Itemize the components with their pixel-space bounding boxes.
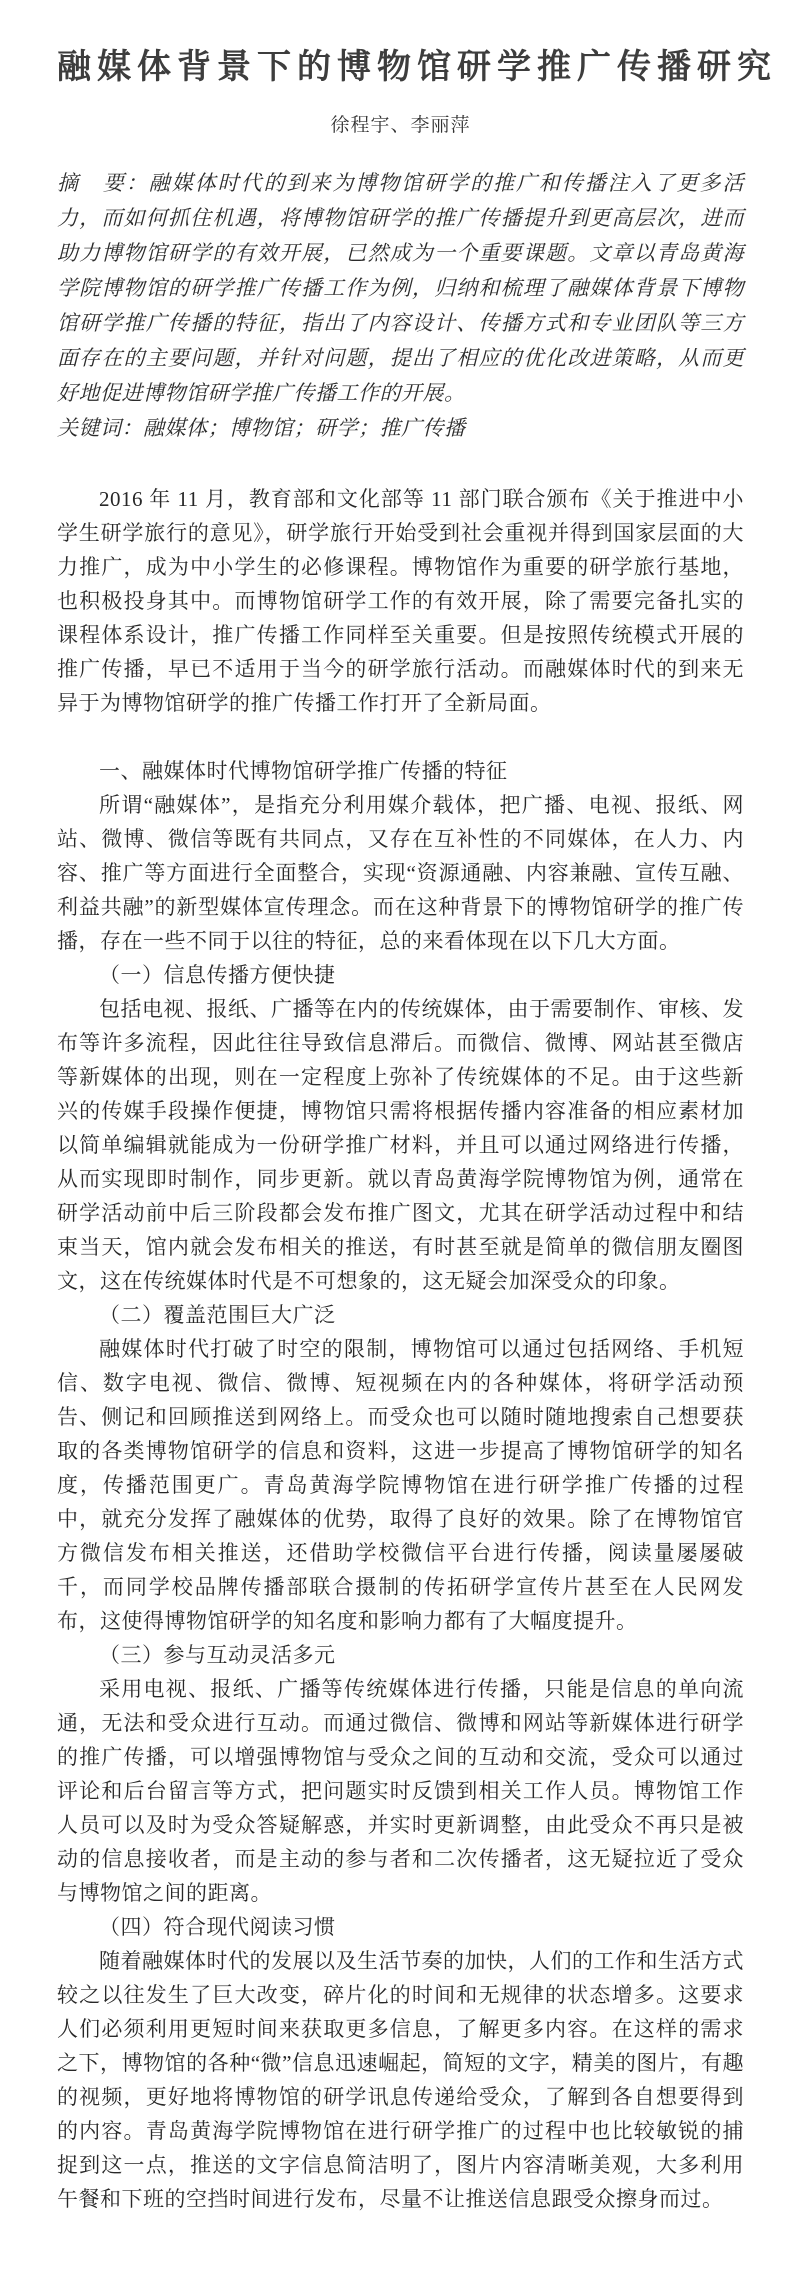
abstract-section	[57, 166, 744, 446]
body-paragraph-interaction: 采用电视、报纸、广播等传统媒体进行传播，只能是信息的单向流通，无法和受众进行互动。而通过微信、微博和网站等新媒体进行研学的推广传播，可以增强博物馆与受众之间的互动和交流，受众可以通过评论和后台留言等方式，把问题实时反馈到相关工作人员。博物馆工作人员可以及时为受众答疑解惑，并实时更新调整，由此受众不再只是被动的信息接收者，而是主动的参与者和二次传播者，这无疑拉近了受众与博物馆之间的距离。	[57, 1677, 744, 1905]
paper-authors: 徐程宇、李丽萍	[330, 115, 471, 136]
subsection-heading-2: （二）覆盖范围巨大广泛	[99, 1303, 336, 1327]
subsection-heading-4: （四）符合现代阅读习惯	[99, 1915, 336, 1939]
body-paragraph-intro: 2016 年 11 月，教育部和文化部等 11 部门联合颁布《关于推进中小学生研学旅行的意见》，研学旅行开始受到社会重视并得到国家层面的大力推广，成为中小学生的必修课程。博物馆作为重要的研学旅行基地，也积极投身其中。而博物馆研学工作的有效开展，除了需要完备扎实的课程体系设计，推广传播工作同样至关重要。但是按照传统模式开展的推广传播，早已不适用于当今的研学旅行活动。而融媒体时代的到来无异于为博物馆研学的推广传播工作打开了全新局面。	[57, 487, 744, 715]
paper-body	[57, 482, 744, 2216]
section-heading-1: 一、融媒体时代博物馆研学推广传播的特征	[99, 759, 508, 783]
abstract-text: 融媒体时代的到来为博物馆研学的推广和传播注入了更多活力，而如何抓住机遇，将博物馆研学的推广传播提升到更高层次，进而助力博物馆研学的有效开展，已然成为一个重要课题。文章以青岛黄海学院博物馆的研学推广传播工作为例，归纳和梳理了融媒体背景下博物馆研学推广传播的特征，指出了内容设计、传播方式和专业团队等三方面存在的主要问题，并针对问题，提出了相应的优化改进策略，从而更好地促进博物馆研学推广传播工作的开展。	[57, 171, 745, 405]
abstract-label: 摘 要：	[57, 171, 149, 195]
abstract-paragraph	[57, 166, 744, 411]
body-paragraph-fast-spread: 包括电视、报纸、广播等在内的传统媒体，由于需要制作、审核、发布等许多流程，因此往往导致信息滞后。而微信、微博、网站甚至微店等新媒体的出现，则在一定程度上弥补了传统媒体的不足。由于这些新兴的传媒手段操作便捷，博物馆只需将根据传播内容准备的相应素材加以简单编辑就能成为一份研学推广材料，并且可以通过网络进行传播，从而实现即时制作，同步更新。就以青岛黄海学院博物馆为例，通常在研学活动前中后三阶段都会发布推广图文，尤其在研学活动过程中和结束当天，馆内就会发布相关的推送，有时甚至就是简单的微信朋友圈图文，这在传统媒体时代是不可想象的，这无疑会加深受众的印象。	[57, 997, 744, 1293]
body-paragraph-media-definition: 所谓“融媒体”，是指充分利用媒介载体，把广播、电视、报纸、网站、微博、微信等既有共同点，又存在互补性的不同媒体，在人力、内容、推广等方面进行全面整合，实现“资源通融、内容兼融、宣传互融、利益共融”的新型媒体宣传理念。而在这种背景下的博物馆研学的推广传播，存在一些不同于以往的特征，总的来看体现在以下几大方面。	[57, 793, 744, 953]
keywords-text: 融媒体；博物馆；研学；推广传播	[143, 416, 466, 440]
keywords-line	[57, 411, 744, 446]
subsection-heading-1: （一）信息传播方便快捷	[99, 963, 336, 987]
body-paragraph-wide-coverage: 融媒体时代打破了时空的限制，博物馆可以通过包括网络、手机短信、数字电视、微信、微博、短视频在内的各种媒体，将研学活动预告、侧记和回顾推送到网络上。而受众也可以随时随地搜索自己想要获取的各类博物馆研学的信息和资料，这进一步提高了博物馆研学的知名度，传播范围更广。青岛黄海学院博物馆在进行研学推广传播的过程中，就充分发挥了融媒体的优势，取得了良好的效果。除了在博物馆官方微信发布相关推送，还借助学校微信平台进行传播，阅读量屡屡破千，而同学校品牌传播部联合摄制的传拓研学宣传片甚至在人民网发布，这使得博物馆研学的知名度和影响力都有了大幅度提升。	[57, 1337, 744, 1633]
subsection-heading-3: （三）参与互动灵活多元	[99, 1643, 336, 1667]
paper-title: 融媒体背景下的博物馆研学推广传播研究	[57, 49, 777, 86]
keywords-label: 关键词：	[57, 416, 143, 440]
body-paragraph-reading-habits: 随着融媒体时代的发展以及生活节奏的加快，人们的工作和生活方式较之以往发生了巨大改变，碎片化的时间和无规律的状态增多。这要求人们必须利用更短时间来获取更多信息，了解更多内容。在这样的需求之下，博物馆的各种“微”信息迅速崛起，简短的文字，精美的图片，有趣的视频，更好地将博物馆的研学讯息传递给受众，了解到各自想要得到的内容。青岛黄海学院博物馆在进行研学推广的过程中也比较敏锐的捕捉到这一点，推送的文字信息简洁明了，图片内容清晰美观，大多利用午餐和下班的空挡时间进行发布，尽量不让推送信息跟受众擦身而过。	[57, 1949, 744, 2211]
